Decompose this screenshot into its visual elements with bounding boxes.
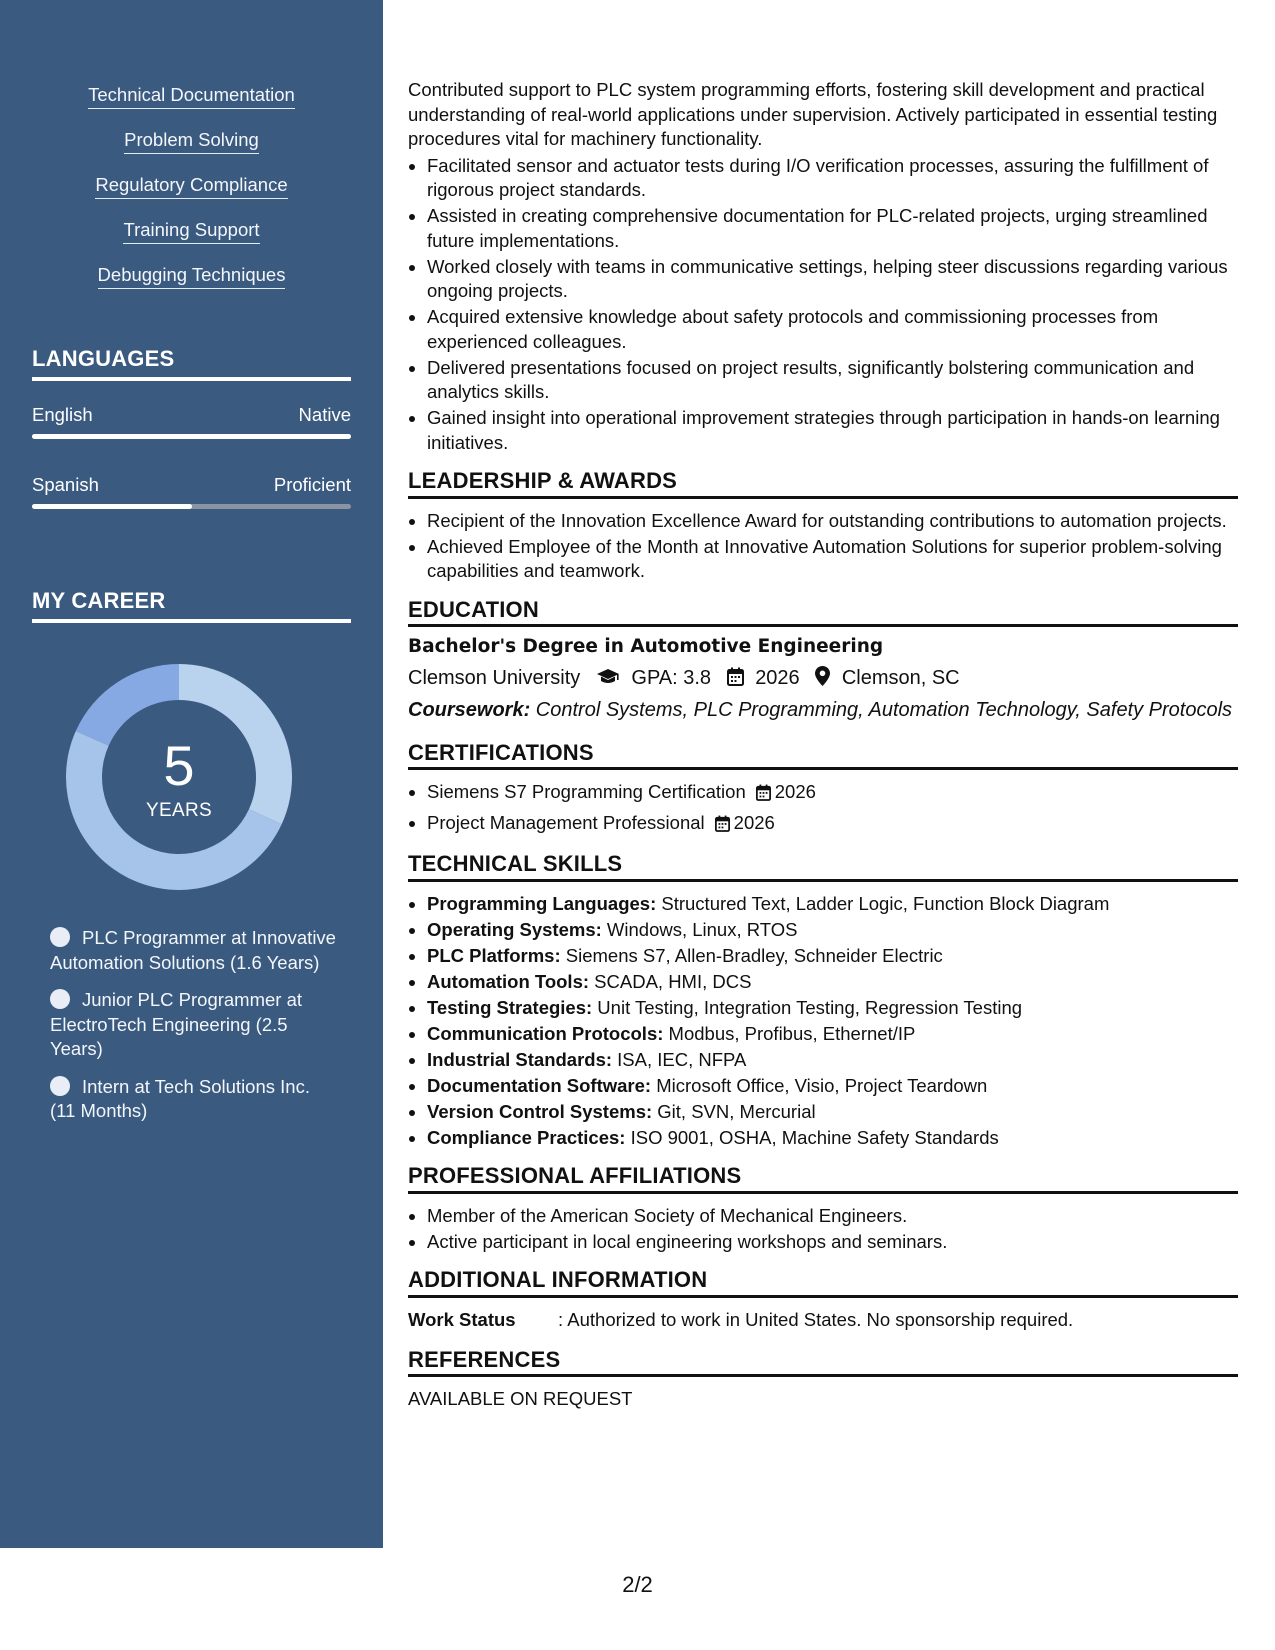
skill-value: Git, SVN, Mercurial: [652, 1100, 816, 1122]
list-item: [408, 1048, 1238, 1073]
language-bar-fill: [32, 434, 351, 439]
section-heading: REFERENCES: [408, 1348, 1238, 1378]
skill-value: SCADA, HMI, DCS: [589, 970, 752, 992]
work-status-label: Work Status: [408, 1308, 516, 1330]
list-item: Recipient of the Innovation Excellence Award for outstanding contributions to automation projects.: [408, 509, 1238, 534]
skill-link[interactable]: Training Support: [123, 219, 259, 244]
career-dot-icon: [50, 927, 70, 947]
skill-value: Windows, Linux, RTOS: [601, 918, 798, 940]
list-item: [408, 996, 1238, 1021]
skill-value: Modbus, Profibus, Ethernet/IP: [663, 1022, 916, 1044]
career-years-unit: YEARS: [146, 800, 212, 821]
skill-label: Automation Tools:: [427, 970, 590, 992]
skill-label: Testing Strategies:: [427, 996, 593, 1018]
page-number: 2/2: [622, 1572, 653, 1597]
certifications-list: [408, 780, 1238, 838]
language-level: Native: [298, 404, 351, 425]
career-text: Junior PLC Programmer at ElectroTech Engineering (2.5 Years): [50, 989, 303, 1059]
calendar-icon: [727, 667, 744, 693]
sidebar: [0, 0, 383, 1548]
list-item: [408, 811, 1238, 839]
graduation-cap-icon: [596, 668, 620, 693]
experience-bullets: [408, 154, 1238, 456]
location-pin-icon: [815, 666, 830, 693]
coursework-label: Coursework:: [408, 699, 531, 721]
main-content: [408, 78, 1238, 1412]
education-degree: Bachelor's Degree in Automotive Engineering: [408, 636, 884, 657]
technical-skills-list: [408, 892, 1238, 1151]
education-location: Clemson, SC: [841, 666, 960, 689]
work-status-row: [408, 1308, 1238, 1332]
certification-year: 2026: [774, 781, 816, 802]
list-item: [408, 1100, 1238, 1125]
section-heading: PROFESSIONAL AFFILIATIONS: [408, 1164, 1238, 1194]
skill-label: Communication Protocols:: [427, 1022, 664, 1044]
education-coursework: [408, 698, 1238, 723]
career-years-number: 5: [163, 734, 195, 797]
skill-label: Compliance Practices:: [427, 1126, 626, 1148]
list-item: [408, 892, 1238, 917]
leadership-list: [408, 509, 1238, 584]
calendar-icon: [756, 783, 771, 808]
skill-label: Version Control Systems:: [427, 1100, 653, 1122]
language-bar: [32, 434, 351, 439]
skill-link[interactable]: Regulatory Compliance: [95, 174, 287, 199]
list-item: [408, 1022, 1238, 1047]
list-item: Delivered presentations focused on project results, significantly bolstering communication and analytics skills.: [408, 356, 1238, 405]
affiliations-list: [408, 1204, 1238, 1255]
career-list: [50, 926, 340, 1137]
coursework-value: Control Systems, PLC Programming, Automation Technology, Safety Protocols: [530, 699, 1233, 721]
list-item: [408, 918, 1238, 943]
career-dot-icon: [50, 989, 70, 1009]
skill-value: ISA, IEC, NFPA: [612, 1048, 747, 1070]
education-gpa: GPA: 3.8: [631, 666, 712, 689]
language-bar-fill: [32, 504, 192, 509]
section-heading: TECHNICAL SKILLS: [408, 852, 1238, 882]
skill-link[interactable]: Debugging Techniques: [98, 264, 286, 289]
list-item: Active participant in local engineering workshops and seminars.: [408, 1230, 1238, 1255]
section-heading: ADDITIONAL INFORMATION: [408, 1268, 1238, 1298]
languages-heading: LANGUAGES: [32, 346, 351, 381]
education-meta: [408, 666, 1238, 693]
career-donut: [66, 664, 292, 890]
career-text: Intern at Tech Solutions Inc. (11 Months): [50, 1075, 310, 1121]
skill-value: Microsoft Office, Visio, Project Teardown: [651, 1074, 988, 1096]
list-item: Member of the American Society of Mechanical Engineers.: [408, 1204, 1238, 1229]
certification-name: Project Management Professional: [427, 811, 705, 833]
skill-label: Programming Languages:: [427, 892, 657, 914]
list-item: [408, 1126, 1238, 1151]
skill-label: Industrial Standards:: [427, 1048, 613, 1070]
certification-year: 2026: [733, 811, 775, 833]
experience-intro: Contributed support to PLC system programming efforts, fostering skill development and practical understanding of real-world applications under supervision. Actively participated in essential testing procedures vital for machinery functionality.: [408, 79, 1218, 149]
education-school: Clemson University: [408, 666, 581, 689]
career-item: [50, 926, 340, 975]
skill-link[interactable]: Problem Solving: [124, 129, 259, 154]
section-heading: CERTIFICATIONS: [408, 741, 1238, 771]
list-item: Worked closely with teams in communicative settings, helping steer discussions regarding various ongoing projects.: [408, 255, 1238, 304]
language-name: English: [32, 404, 93, 425]
skill-label: Documentation Software:: [427, 1074, 652, 1096]
references-text: AVAILABLE ON REQUEST: [408, 1388, 633, 1409]
skill-label: Operating Systems:: [427, 918, 602, 940]
list-item: [408, 780, 1238, 808]
skill-list: [0, 84, 383, 309]
language-level: Proficient: [273, 474, 351, 495]
language-name: Spanish: [32, 474, 99, 495]
work-status-value: : Authorized to work in United States. No sponsorship required.: [558, 1308, 1074, 1330]
career-heading: MY CAREER: [32, 588, 351, 623]
list-item: [408, 970, 1238, 995]
language-bar: [32, 504, 351, 509]
list-item: [408, 944, 1238, 969]
skill-value: Unit Testing, Integration Testing, Regression Testing: [592, 996, 1023, 1018]
skill-value: Siemens S7, Allen-Bradley, Schneider Electric: [560, 944, 943, 966]
skill-label: PLC Platforms:: [427, 944, 561, 966]
skill-value: ISO 9001, OSHA, Machine Safety Standards: [625, 1126, 999, 1148]
career-text: PLC Programmer at Innovative Automation Solutions (1.6 Years): [50, 927, 336, 973]
calendar-icon: [715, 814, 730, 839]
list-item: Acquired extensive knowledge about safety protocols and commissioning processes from experienced colleagues.: [408, 305, 1238, 354]
career-item: [50, 988, 340, 1062]
list-item: Gained insight into operational improvement strategies through participation in hands-on learning initiatives.: [408, 406, 1238, 455]
section-heading: EDUCATION: [408, 598, 1238, 628]
skill-link[interactable]: Technical Documentation: [88, 84, 295, 109]
list-item: Facilitated sensor and actuator tests during I/O verification processes, assuring the fulfillment of rigorous project standards.: [408, 154, 1238, 203]
education-year: 2026: [755, 666, 800, 689]
list-item: Achieved Employee of the Month at Innovative Automation Solutions for superior problem-solving capabilities and teamwork.: [408, 535, 1238, 584]
list-item: [408, 1074, 1238, 1099]
list-item: Assisted in creating comprehensive documentation for PLC-related projects, urging streamlined future implementations.: [408, 204, 1238, 253]
section-heading: LEADERSHIP & AWARDS: [408, 469, 1238, 499]
certification-name: Siemens S7 Programming Certification: [427, 781, 746, 802]
career-dot-icon: [50, 1076, 70, 1096]
skill-value: Structured Text, Ladder Logic, Function Block Diagram: [656, 892, 1110, 914]
career-item: [50, 1075, 340, 1124]
